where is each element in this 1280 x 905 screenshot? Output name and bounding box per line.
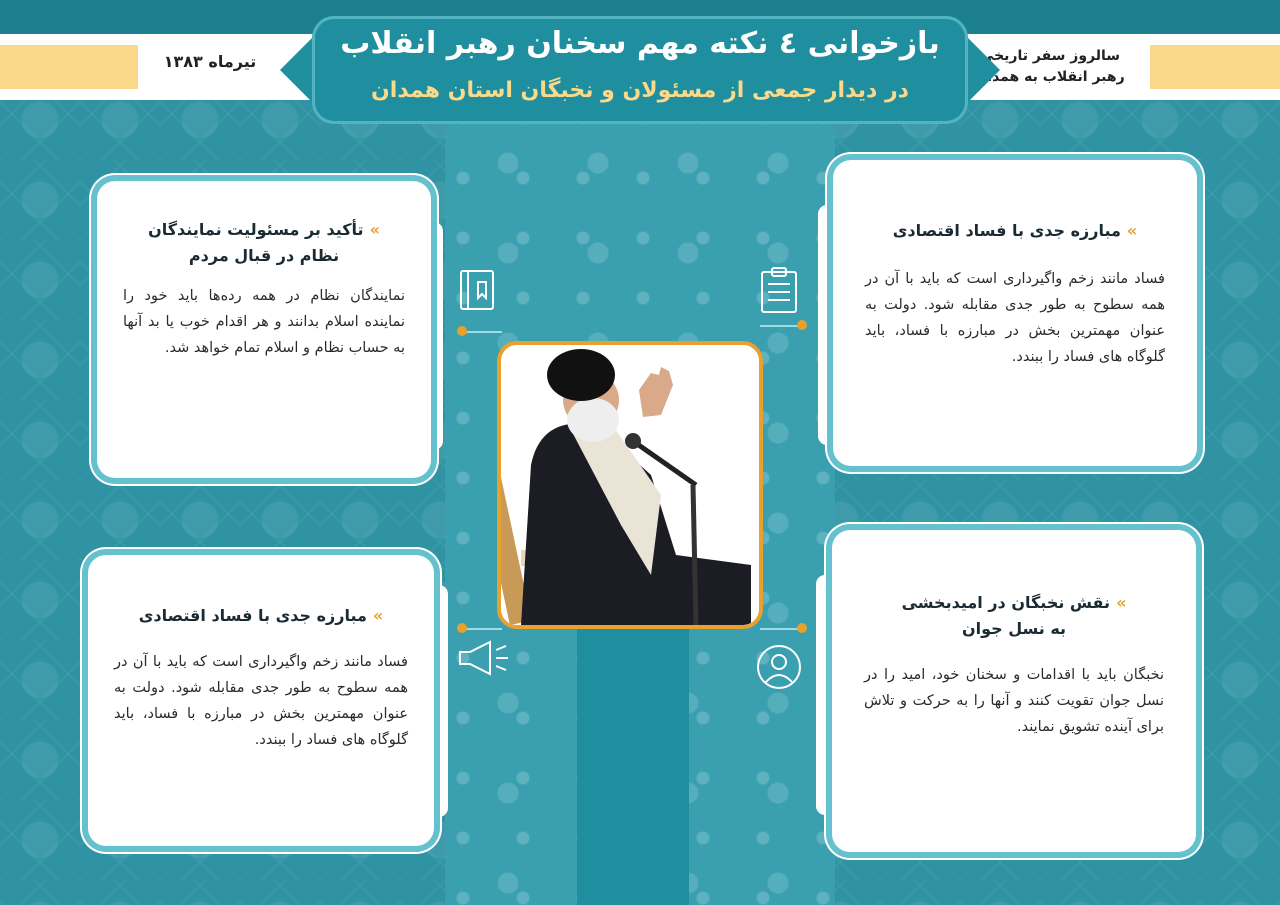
- card-title: [864, 590, 1164, 642]
- connector-dot-bottom-left: [457, 623, 467, 633]
- card-title-line1: مبارزه جدی با فساد اقتصادی: [892, 221, 1121, 240]
- connector-dot-top-right: [797, 320, 807, 330]
- speaker-illustration: [501, 345, 759, 625]
- card-title-line1: تأکید بر مسئولیت نمایندگان: [148, 220, 364, 239]
- card-title: [865, 218, 1165, 244]
- card-title: [114, 603, 408, 629]
- card-top-left: [97, 181, 431, 478]
- card-title-line2: به نسل جوان: [961, 619, 1067, 638]
- card-bottom-right: [832, 530, 1196, 852]
- center-stem: [577, 600, 689, 905]
- connector-bottom-right: [760, 628, 800, 630]
- card-body: فساد مانند زخم واگیرداری است که باید با آن در همه سطوح به طور جدی مقابله شود. دولت به عنوان مهمترین بخش در مبارزه با فساد، باید گلوگاه های فساد را ببندد.: [114, 654, 408, 748]
- card-body: نخبگان باید با اقدامات و سخنان خود، امید را در نسل جوان تقویت کنند و آنها را به حرکت و تلاش برای آینده تشویق نمایند.: [864, 667, 1164, 735]
- page-subtitle: در دیدار جمعی از مسئولان و نخبگان استان همدان: [371, 78, 909, 103]
- clipboard-icon: [758, 266, 800, 314]
- page-title: بازخوانی ٤ نکته مهم سخنان رهبر انقلاب: [340, 26, 940, 61]
- title-notch-right: [966, 36, 1000, 104]
- event-label-line1: سالروز سفر تاریخی: [979, 48, 1121, 64]
- card-title-line1: نقش نخبگان در امیدبخشی: [901, 593, 1111, 612]
- chevron-icon: »: [1116, 593, 1127, 612]
- connector-top-right: [760, 325, 800, 327]
- event-label-line2: رهبر انقلاب به همدان: [975, 69, 1125, 85]
- connector-top-left: [462, 331, 502, 333]
- card-body: فساد مانند زخم واگیرداری است که باید با آن در همه سطوح به طور جدی مقابله شود. دولت به عنوان مهمترین بخش در مبارزه با فساد، باید گلوگاه های فساد را ببندد.: [865, 271, 1165, 365]
- card-body: نمایندگان نظام در همه رده‌ها باید خود را نماینده اسلام بدانند و هر اقدام خوب یا بد آنها به حساب نظام و اسلام تمام خواهد شد.: [123, 288, 405, 356]
- chevron-icon: »: [369, 220, 380, 239]
- chevron-icon: »: [372, 606, 384, 625]
- megaphone-icon: [456, 640, 512, 676]
- person-icon: [756, 644, 802, 690]
- header-accent-left: [0, 45, 138, 89]
- date-label: تیرماه ۱۳۸۳: [163, 52, 257, 71]
- connector-bottom-left: [462, 628, 502, 630]
- book-icon: [458, 268, 498, 314]
- card-title-line2: نظام در قبال مردم: [188, 246, 340, 265]
- card-bottom-left: [88, 555, 434, 846]
- card-top-right: [833, 160, 1197, 466]
- connector-dot-top-left: [457, 326, 467, 336]
- speaker-photo: [497, 341, 763, 629]
- chevron-icon: »: [1126, 221, 1138, 240]
- title-notch-left: [280, 36, 314, 104]
- connector-dot-bottom-right: [797, 623, 807, 633]
- header-accent-right: [1150, 45, 1280, 89]
- card-title: [123, 217, 405, 269]
- card-title-line1: مبارزه جدی با فساد اقتصادی: [138, 606, 367, 625]
